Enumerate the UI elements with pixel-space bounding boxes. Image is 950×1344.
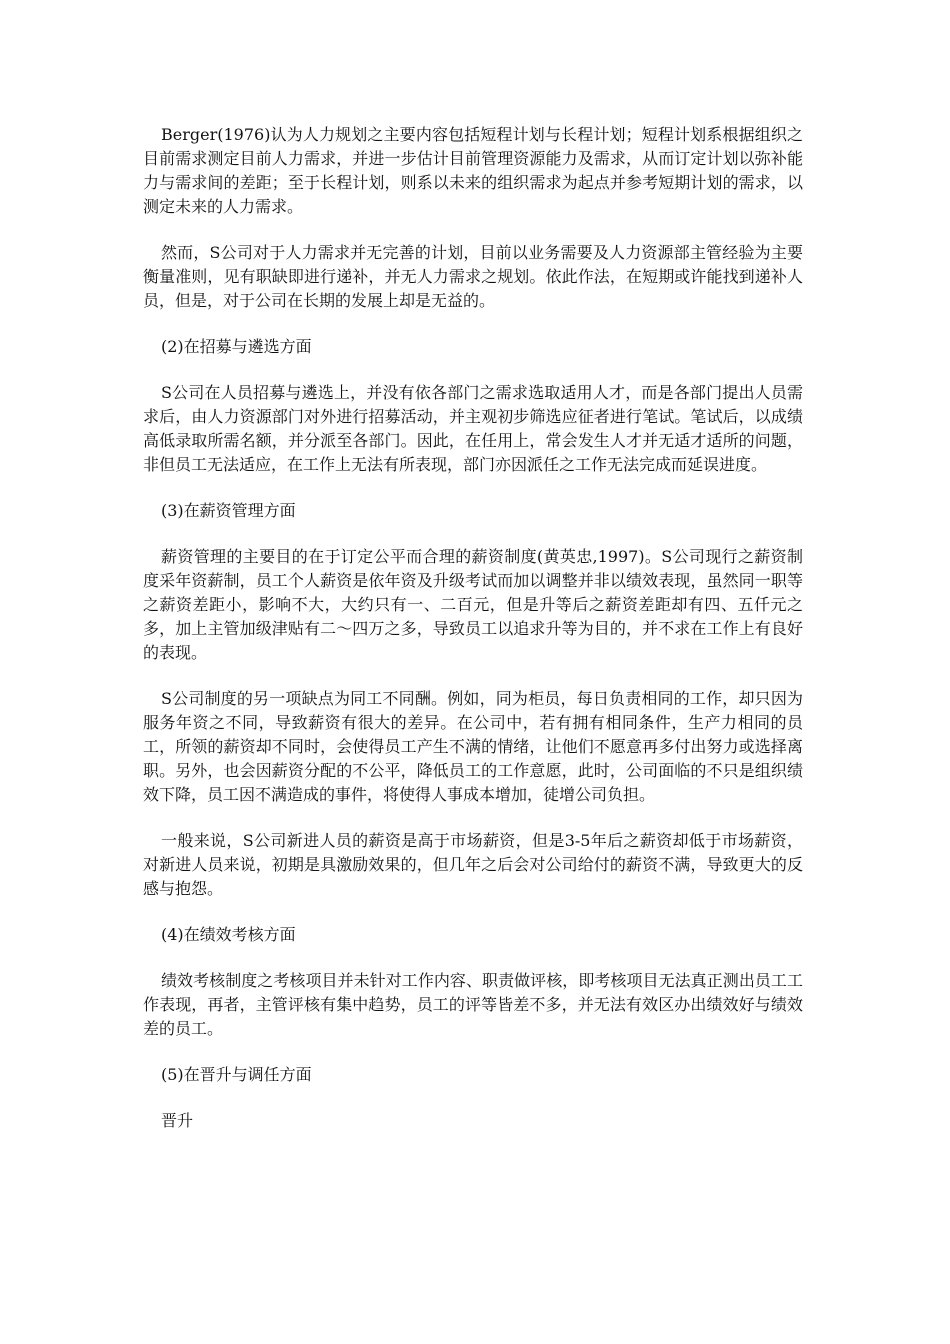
section-heading-promotion: (5)在晋升与调任方面 [161,1065,312,1084]
paragraph-recruitment: S公司在人员招募与遴选上，并没有依各部门之需求选取适用人才，而是各部门提出人员需求后，由人力资源部门对外进行招募活动，并主观初步筛选应征者进行笔试。笔试后，以成绩高低录取所需名额，并分派至各部门。因此，在任用上，常会发生人才并无适才适所的问题，非但员工无法适应，在工作上无法有所表现，部门亦因派任之工作无法完成而延误进度。 [143,383,803,474]
subheading-promotion: 晋升 [161,1111,194,1130]
paragraph-new-hire-salary: 一般来说，S公司新进人员的薪资是高于市场薪资，但是3-5年后之薪资却低于市场薪资，对新进人员来说，初期是具激励效果的，但几年之后会对公司给付的薪资不满，导致更大的反感与抱怨。 [143,831,803,898]
paragraph-unequal-pay: S公司制度的另一项缺点为同工不同酬。例如，同为柜员，每日负责相同的工作，却只因为服务年资之不同，导致薪资有很大的差异。在公司中，若有拥有相同条件，生产力相同的员工，所领的薪资却不同时，会使得员工产生不满的情绪，让他们不愿意再多付出努力或选择离职。另外，也会因薪资分配的不公平，降低员工的工作意愿，此时，公司面临的不只是组织绩效下降，员工因不满造成的事件，将使得人事成本增加，徒增公司负担。 [143,689,803,804]
section-heading-recruitment: (2)在招募与遴选方面 [161,337,312,356]
section-heading-salary: (3)在薪资管理方面 [161,501,296,520]
paragraph-salary-system: 薪资管理的主要目的在于订定公平而合理的薪资制度(黄英忠,1997)。S公司现行之薪资制度采年资薪制，员工个人薪资是依年资及升级考试而加以调整并非以绩效表现，虽然同一职等之薪资差距小，影响不大，大约只有一、二百元，但是升等后之薪资差距却有四、五仟元之多，加上主管加级津贴有二～四万之多，导致员工以追求升等为目的，并不求在工作上有良好的表现。 [143,547,803,662]
paragraph-berger: Berger(1976)认为人力规划之主要内容包括短程计划与长程计划；短程计划系根据组织之目前需求测定目前人力需求，并进一步估计目前管理资源能力及需求，从而订定计划以弥补能力与需求间的差距；至于长程计划，则系以未来的组织需求为起点并参考短期计划的需求，以测定未来的人力需求。 [143,125,803,216]
paragraph-s-company-planning: 然而，S公司对于人力需求并无完善的计划，目前以业务需要及人力资源部主管经验为主要衡量准则，见有职缺即进行递补，并无人力需求之规划。依此作法，在短期或许能找到递补人员，但是，对于公司在长期的发展上却是无益的。 [143,243,803,310]
section-heading-performance: (4)在绩效考核方面 [161,925,296,944]
paragraph-performance: 绩效考核制度之考核项目并未针对工作内容、职责做评核，即考核项目无法真正测出员工工作表现，再者，主管评核有集中趋势，员工的评等皆差不多，并无法有效区办出绩效好与绩效差的员工。 [143,971,803,1038]
document-body [143,123,803,1155]
